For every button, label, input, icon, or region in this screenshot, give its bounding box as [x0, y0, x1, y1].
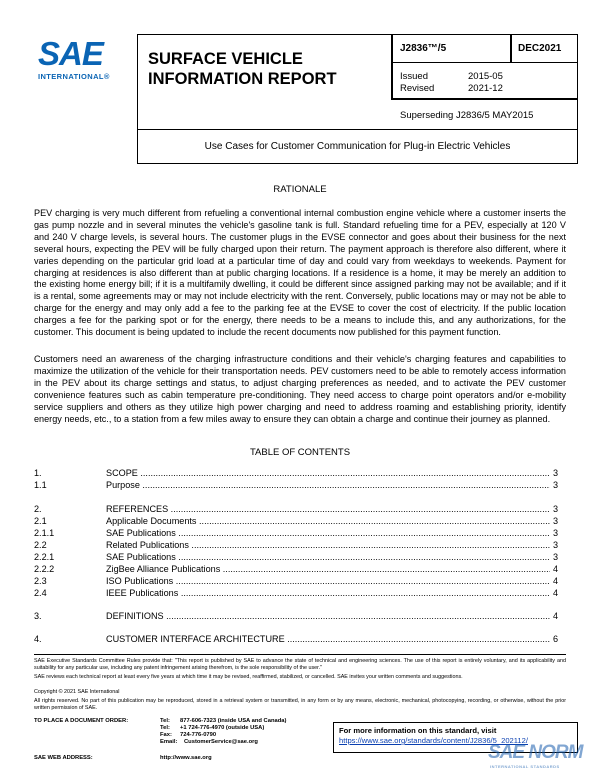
- toc-page: 4: [552, 564, 558, 574]
- toc-row[interactable]: [34, 563, 558, 575]
- document-header: [137, 34, 578, 130]
- issued-label: Issued: [400, 71, 428, 82]
- toc-number: 2.4: [34, 588, 47, 598]
- logo-subtitle: INTERNATIONAL: [38, 72, 104, 81]
- toc-page: 4: [552, 611, 558, 621]
- toc-number: 2.: [34, 504, 42, 514]
- toc-title: CUSTOMER INTERFACE ARCHITECTURE .....: [106, 633, 550, 645]
- watermark-subtext: INTERNATIONAL STANDARDS: [490, 764, 560, 769]
- toc-title: Applicable Documents .....: [106, 515, 550, 527]
- web-label: SAE WEB ADDRESS:: [34, 755, 93, 761]
- web-link[interactable]: http://www.sae.org: [160, 755, 212, 761]
- toc-number: 4.: [34, 634, 42, 644]
- toc-number: 2.1.1: [34, 528, 55, 538]
- divider: [510, 35, 512, 62]
- toc-row[interactable]: [34, 467, 558, 479]
- email-label: Email:: [160, 739, 178, 745]
- watermark-text: SAE NORM: [488, 742, 583, 763]
- toc-row[interactable]: [34, 515, 558, 527]
- document-date: DEC2021: [518, 43, 562, 54]
- document-subtitle: Use Cases for Customer Communication for Plug-in Electric Vehicles: [137, 130, 578, 164]
- toc-page: 3: [552, 480, 558, 490]
- more-info-text: For more information on this standard, visit: [339, 726, 497, 735]
- toc-number: 1.: [34, 468, 42, 478]
- toc-title: DEFINITIONS .....: [106, 610, 550, 622]
- toc-page: 3: [552, 540, 558, 550]
- toc-heading: TABLE OF CONTENTS: [249, 447, 351, 458]
- divider: [391, 35, 393, 98]
- toc-title: IEEE Publications .....: [106, 587, 550, 599]
- toc-row[interactable]: [34, 610, 558, 622]
- toc-page: 4: [552, 588, 558, 598]
- order-label: TO PLACE A DOCUMENT ORDER:: [34, 718, 129, 724]
- toc-row[interactable]: [34, 575, 558, 587]
- toc-row[interactable]: [34, 633, 558, 645]
- toc-page: 3: [552, 468, 558, 478]
- tel2-value[interactable]: +1 724-776-4970 (outside USA): [180, 725, 265, 731]
- footer-divider: [34, 654, 566, 655]
- sae-logo: [38, 35, 124, 81]
- rationale-paragraph-2: Customers need an awareness of the charging infrastructure conditions and their vehicle's charging features and capabilities to maximize the utilization of the vehicle for their transportation needs. PEV customers need to be able to remotely access information in the PEV about its charge settings and status, to adjust charging preferences as needed, and to activate the PEV customer convenience features such as cabin temperature pre-conditioning. They need access to charge point operators and/or e-mobility service suppliers and others as they utilize high power charging and need to address roaming and establishing priority, identify energy needs, etc., to a station from a few miles away to ensure they can obtain a charge and continue their journey as planned.: [34, 354, 566, 424]
- toc-title: ISO Publications .....: [106, 575, 550, 587]
- toc-row[interactable]: [34, 551, 558, 563]
- toc-number: 2.3: [34, 576, 47, 586]
- footer-review-note: SAE reviews each technical report at least every five years at which time it may be revised, reaffirmed, stabilized, or cancelled. SAE invites your written comments and suggestions.: [34, 674, 463, 680]
- toc-title: Purpose .....: [106, 479, 550, 491]
- tel-value[interactable]: 877-606-7323 (inside USA and Canada): [180, 718, 287, 724]
- fax-value: 724-776-0790: [180, 732, 217, 738]
- toc-page: 6: [552, 634, 558, 644]
- toc-page: 3: [552, 528, 558, 538]
- footer-rights-note: All rights reserved. No part of this publication may be reproduced, stored in a retrieval system or transmitted, in any form or by any means, electronic, mechanical, photocopying, recording, or otherwise, without the prior written permission of SAE.: [34, 698, 566, 711]
- toc-title: SAE Publications .....: [106, 551, 550, 563]
- rationale-heading: RATIONALE: [273, 184, 327, 195]
- toc-title: REFERENCES .....: [106, 503, 550, 515]
- toc-number: 2.2: [34, 540, 47, 550]
- toc-number: 2.2.1: [34, 552, 55, 562]
- revised-label: Revised: [400, 83, 435, 94]
- toc-row[interactable]: [34, 587, 558, 599]
- watermark-logo: [488, 742, 600, 776]
- toc-page: 3: [552, 516, 558, 526]
- document-type-title: SURFACE VEHICLE INFORMATION REPORT: [148, 50, 337, 88]
- toc-row[interactable]: [34, 503, 558, 515]
- fax-label: Fax:: [160, 732, 172, 738]
- toc-page: 3: [552, 552, 558, 562]
- revised-value: 2021-12: [468, 83, 503, 94]
- footer-copyright: Copyright © 2021 SAE International: [34, 689, 120, 695]
- toc-number: 3.: [34, 611, 42, 621]
- rationale-paragraph-1: PEV charging is very much different from refueling a conventional internal combustion engine vehicle where a customer inserts the gas pump nozzle and in several minutes the vehicle's gasoline tank is full. Standard refueling time for a PEV, especially at 120 V and 240 V charge levels, is several hours. The customer plugs in the EVSE connector and goes about their business for the next several hours, expecting the PEV will be fully charged upon their return. The payment approach is therefore also different, where it varies depending on the particular grid load at a particular time of day and could vary from weekdays to weekends. Payment for charging at residences is also different than at public charging locations. If a residence is a home, it may be merely an addition to the existing home energy bill; if it is a multifamily dwelling, it could be different since assigned parking may not be available; and if it is a rental, some agreements may or may not include electricity with the rent. Conversely, public locations may or may not be able to charge for the energy and may only add a fee to the parking fee at the EVSE to cover the cost of electricity. If the public location charges a fee for the parking spot or for the energy, there needs to be a means to include this, and any authorizations, for the customer. This document is being updated to include the recent documents now published for this payment function.: [34, 208, 566, 338]
- logo-mark: SAE: [38, 35, 103, 72]
- toc-title: Related Publications .....: [106, 539, 550, 551]
- email-value[interactable]: CustomerService@sae.org: [184, 739, 258, 745]
- toc-row[interactable]: [34, 527, 558, 539]
- footer-rules-note: SAE Executive Standards Committee Rules provide that: "This report is published by SAE to advance the state of technical and engineering sciences. The use of this report is entirely voluntary, and its applicability and suitability for any particular use, including any patent infringement arising therefrom, is the sole responsibility of the user.": [34, 658, 566, 671]
- superseding-note: Superseding J2836/5 MAY2015: [400, 110, 534, 121]
- toc-page: 4: [552, 576, 558, 586]
- document-number: J2836™/5: [400, 43, 447, 54]
- divider: [391, 98, 577, 100]
- toc-page: 3: [552, 504, 558, 514]
- toc-title: SCOPE .....: [106, 467, 550, 479]
- toc-number: 1.1: [34, 480, 47, 490]
- toc-row[interactable]: [34, 539, 558, 551]
- toc-row[interactable]: [34, 479, 558, 491]
- divider: [391, 62, 577, 63]
- toc-number: 2.1: [34, 516, 47, 526]
- tel-label: Tel:: [160, 718, 170, 724]
- issued-value: 2015-05: [468, 71, 503, 82]
- logo-registered: ®: [103, 72, 110, 81]
- toc-title: SAE Publications .....: [106, 527, 550, 539]
- standard-link[interactable]: https://www.sae.org/standards/content/J2836/5_202112/: [339, 736, 528, 745]
- toc-title: ZigBee Alliance Publications .....: [106, 563, 550, 575]
- tel2-label: Tel:: [160, 725, 170, 731]
- toc-number: 2.2.2: [34, 564, 55, 574]
